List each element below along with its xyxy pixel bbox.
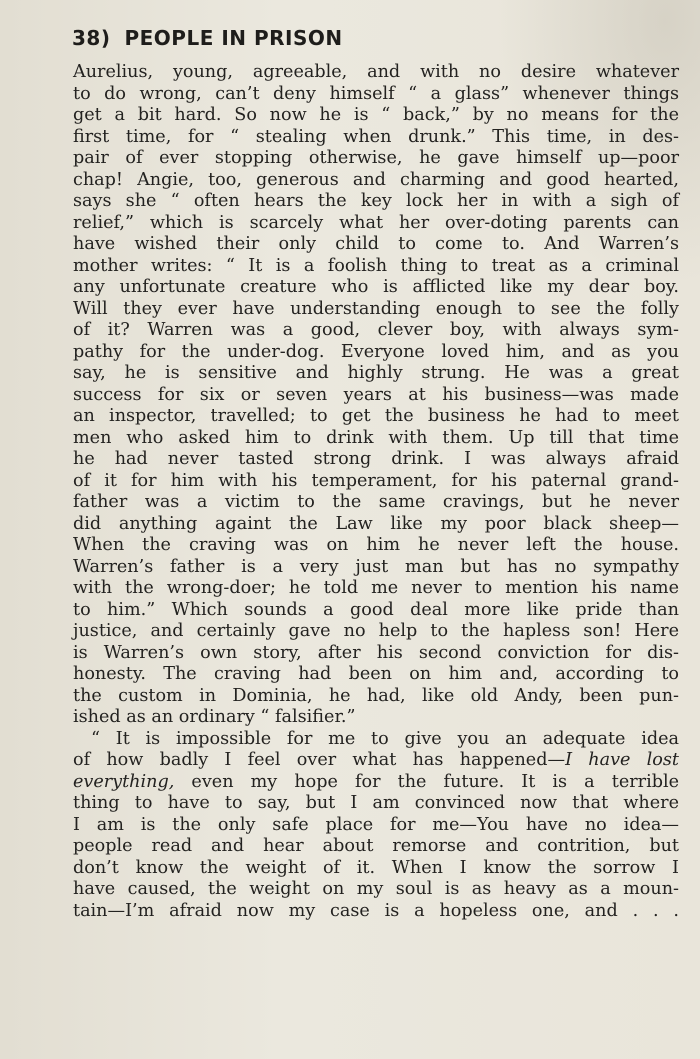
quote-line: everything, even my hope for the future. It is a terrible [73,771,679,792]
text-line: to him.” Which sounds a good deal more like pride than [73,599,679,620]
text-line: relief,” which is scarcely what her over-doting parents can [73,212,679,233]
text-line: father was a victim to the same cravings, but he never [73,492,679,512]
text-line: Warren’s father is a very just man but has no sympathy [73,556,679,577]
body-text [73,62,679,922]
text-line: ished as an ordinary “ falsifier.” [73,707,356,727]
text-line: Will they ever have understanding enough to see the folly [73,298,679,319]
quote-line: “ It is impossible for me to give you an adequate idea [91,728,679,749]
text-line: says she “ often hears the key lock her in with a sigh of [73,191,679,211]
text-line: justice, and certainly gave no help to the hapless son! Here [73,621,679,641]
text-line: the custom in Dominia, he had, like old Andy, been pun- [73,685,679,706]
page-number: 38) [72,26,111,50]
text-line: any unfortunate creature who is afflicted like my dear boy. [73,277,679,297]
quote-line: people read and hear about remorse and contrition, but [73,836,679,856]
text-line: is Warren’s own story, after his second conviction for dis- [73,642,679,663]
text-line: pair of ever stopping otherwise, he gave himself up—poor [73,148,679,168]
text-line: honesty. The craving had been on him and, according to [73,664,679,684]
text-line: to do wrong, can’t deny himself “ a glass” whenever things [73,83,679,104]
italic-phrase: I have lost [565,750,679,770]
quote-line: don’t know the weight of it. When I know the sorrow I [73,857,679,878]
chapter-title: PEOPLE IN PRISON [124,26,343,50]
text-line: first time, for “ stealing when drunk.” This time, in des- [73,126,679,147]
text-line: say, he is sensitive and highly strung. He was a great [73,363,679,383]
text-line: of it for him with his temperament, for his paternal grand- [73,470,679,491]
quote-line: have caused, the weight on my soul is as heavy as a moun- [73,879,679,899]
text-line: When the craving was on him he never left the house. [73,535,679,555]
text-line: did anything againt the Law like my poor black sheep— [73,513,679,534]
text-line: an inspector, travelled; to get the business he had to meet [73,406,679,426]
text-line: have wished their only child to come to. And Warren’s [73,234,679,254]
quote-line: tain—I’m afraid now my case is a hopeless one, and . . . [73,900,679,921]
quote-line: of how badly I feel over what has happened—I have lost [73,750,679,770]
text-line: he had never tasted strong drink. I was always afraid [73,449,679,469]
page-header [72,26,343,50]
text-line: pathy for the under-dog. Everyone loved him, and as you [73,341,679,362]
text-line: men who asked him to drink with them. Up till that time [73,427,679,448]
text-line: Aurelius, young, agreeable, and with no desire whatever [73,62,679,82]
text-line: with the wrong-doer; he told me never to mention his name [73,578,679,598]
quote-line: thing to have to say, but I am convinced now that where [73,793,679,813]
text-line: mother writes: “ It is a foolish thing to treat as a criminal [73,255,679,276]
text-line: get a bit hard. So now he is “ back,” by no means for the [73,105,679,125]
text-line: chap! Angie, too, generous and charming and good hearted, [73,169,679,190]
italic-phrase: everything, [73,771,175,792]
text-line: of it? Warren was a good, clever boy, with always sym- [73,320,679,340]
quote-line: I am is the only safe place for me—You have no idea— [73,814,679,835]
text-line: success for six or seven years at his business—was made [73,384,679,405]
